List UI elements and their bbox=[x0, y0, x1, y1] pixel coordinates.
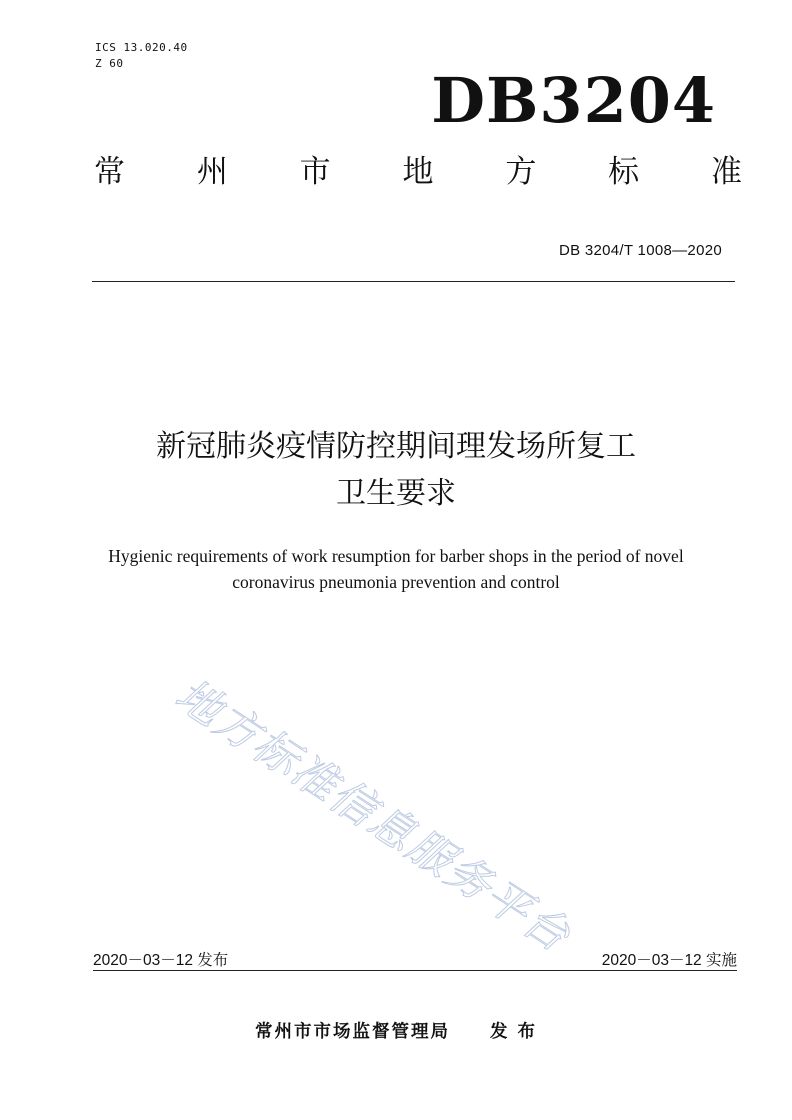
implement-date: 2020－03－12 实施 bbox=[601, 952, 737, 969]
title-english bbox=[0, 543, 792, 595]
standard-number: DB 3204/T 1008—2020 bbox=[558, 242, 722, 259]
title-en-line1: Hygienic requirements of work resumption for barber shops in the period of novel bbox=[108, 546, 684, 566]
org-title-char: 常 bbox=[94, 154, 125, 190]
publisher-name: 常州市市场监督管理局 bbox=[254, 1022, 450, 1042]
ics-code: ICS 13.020.40 bbox=[95, 41, 188, 54]
org-title-char: 市 bbox=[299, 154, 331, 190]
title-cn-line2: 卫生要求 bbox=[336, 476, 456, 511]
org-title bbox=[94, 150, 742, 194]
org-title-char: 标 bbox=[608, 154, 640, 190]
title-cn-line1: 新冠肺炎疫情防控期间理发场所复工 bbox=[156, 429, 636, 464]
org-title-char: 方 bbox=[505, 154, 537, 190]
ccs-code: Z 60 bbox=[95, 57, 124, 70]
org-title-char: 地 bbox=[402, 154, 434, 190]
watermark: 地方标准信息服务平台 bbox=[166, 669, 580, 963]
title-en-line2: coronavirus pneumonia prevention and control bbox=[232, 572, 560, 592]
classification-codes bbox=[95, 40, 188, 72]
publisher-action: 发 布 bbox=[489, 1022, 538, 1042]
date-row bbox=[93, 946, 737, 971]
title-chinese bbox=[0, 423, 792, 517]
standard-prefix: DB3204 bbox=[431, 64, 716, 137]
header-divider bbox=[92, 281, 735, 282]
publisher bbox=[0, 1018, 792, 1043]
org-title-char: 准 bbox=[710, 154, 742, 190]
org-title-char: 州 bbox=[196, 154, 228, 190]
issue-date: 2020－03－12 发布 bbox=[93, 952, 229, 969]
